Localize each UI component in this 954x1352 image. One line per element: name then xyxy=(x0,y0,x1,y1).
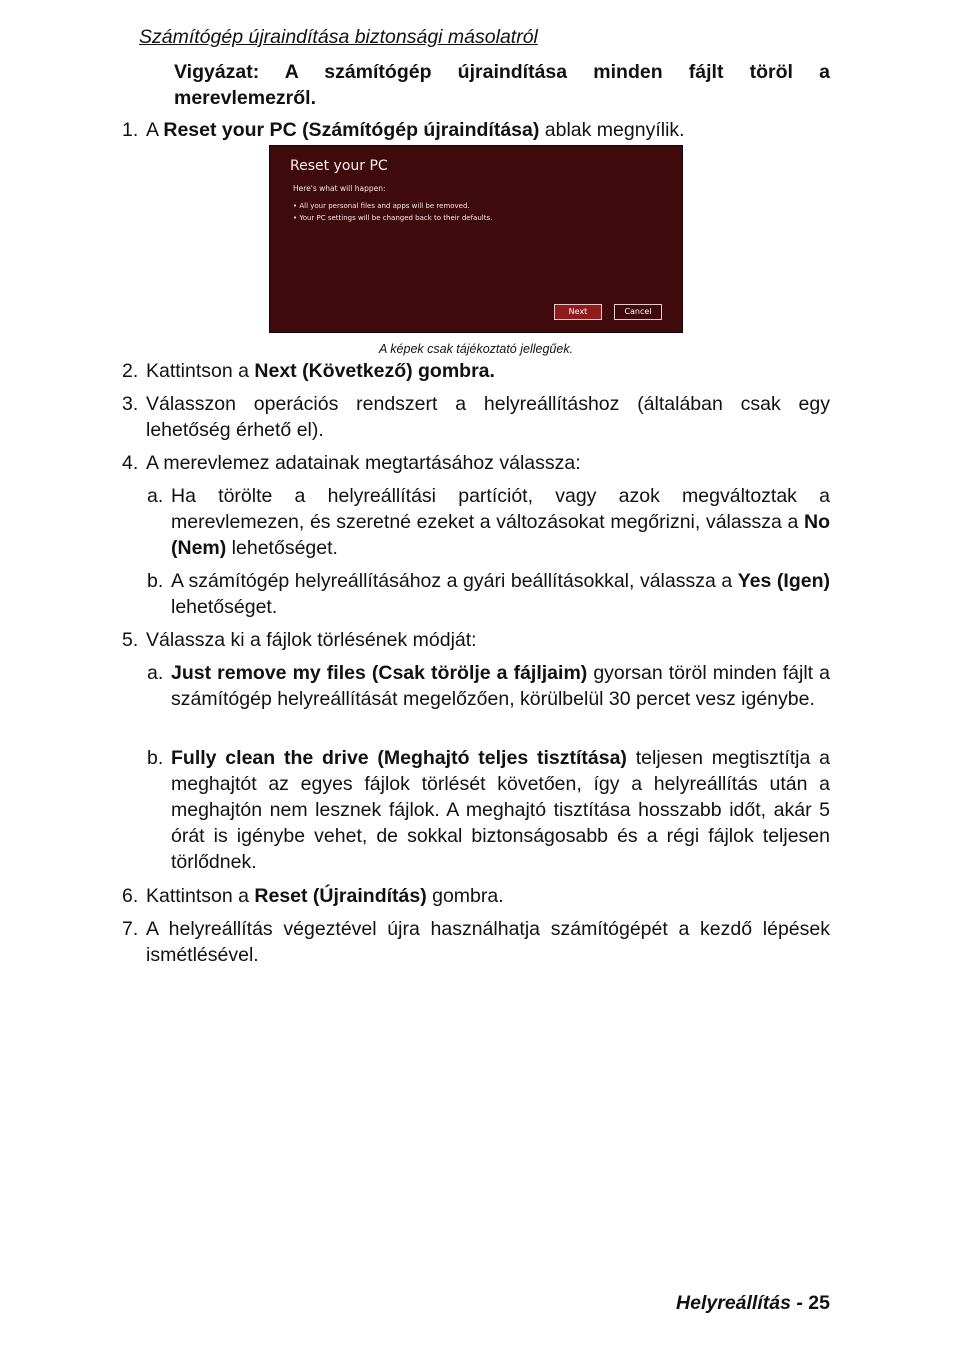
cancel-button: Cancel xyxy=(614,304,662,320)
dialog-bullet: • Your PC settings will be changed back to their defaults. xyxy=(293,214,493,222)
page-number: 25 xyxy=(808,1292,830,1314)
section-heading: Számítógép újraindítása biztonsági másolatról xyxy=(139,26,538,48)
step-5b: b. Fully clean the drive (Meghajtó teljes tisztítása) teljesen megtisztítja a meghajtót az egyes fájlok törlését követően, így a helyreállítás után a meghajtón nem lesznek fájlok. A meghajtó tisztítása hosszabb időt, akár 5 órát is igénybe vehet, de sokkal biztonságosabb és a régi fájlok teljesen törlődnek. xyxy=(147,747,830,873)
step-1-bold: Reset your PC (Számítógép újraindítása) xyxy=(163,119,540,141)
footer-section: Helyreállítás - xyxy=(676,1292,803,1314)
step-number: 1. xyxy=(122,119,139,141)
image-caption: A képek csak tájékoztató jellegűek. xyxy=(378,342,574,356)
dialog-intro: Here's what will happen: xyxy=(293,184,386,193)
page-footer xyxy=(676,1292,830,1315)
step-6: 6. Kattintson a Reset (Újraindítás) gombra. xyxy=(122,885,504,907)
warning-text: Vigyázat: A számítógép újraindítása minden fájlt töröl a merevlemezről. xyxy=(174,61,830,109)
dialog-title: Reset your PC xyxy=(290,158,388,174)
step-1: 1. A Reset your PC (Számítógép újraindítása) ablak megnyílik. xyxy=(122,119,685,141)
step-4a: a. Ha törölte a helyreállítási partíciót, vagy azok megváltoztak a merevlemezen, és szeretné ezeket a változásokat megőrizni, válassza a No (Nem) lehetőséget. xyxy=(147,485,830,559)
step-4: 4. A merevlemez adatainak megtartásához válassza: xyxy=(122,452,581,474)
dialog-bullet: • All your personal files and apps will be removed. xyxy=(293,202,470,210)
reset-pc-screenshot xyxy=(269,145,683,333)
step-3: 3. Válasszon operációs rendszert a helyreállításhoz (általában csak egy lehetőség érhető el). xyxy=(122,393,830,441)
step-5a: a. Just remove my files (Csak törölje a fájljaim) gyorsan töröl minden fájlt a számítógép helyreállítását megelőzően, körülbelül 30 percet vesz igénybe. xyxy=(147,662,830,710)
step-2: 2. Kattintson a Next (Következő) gombra. xyxy=(122,360,495,382)
step-5: 5. Válassza ki a fájlok törlésének módját: xyxy=(122,629,477,651)
step-7: 7. A helyreállítás végeztével újra használhatja számítógépét a kezdő lépések ismétlésével. xyxy=(122,918,830,966)
step-4b: b. A számítógép helyreállításához a gyári beállításokkal, válassza a Yes (Igen) lehetőséget. xyxy=(147,570,830,618)
next-button: Next xyxy=(554,304,602,320)
